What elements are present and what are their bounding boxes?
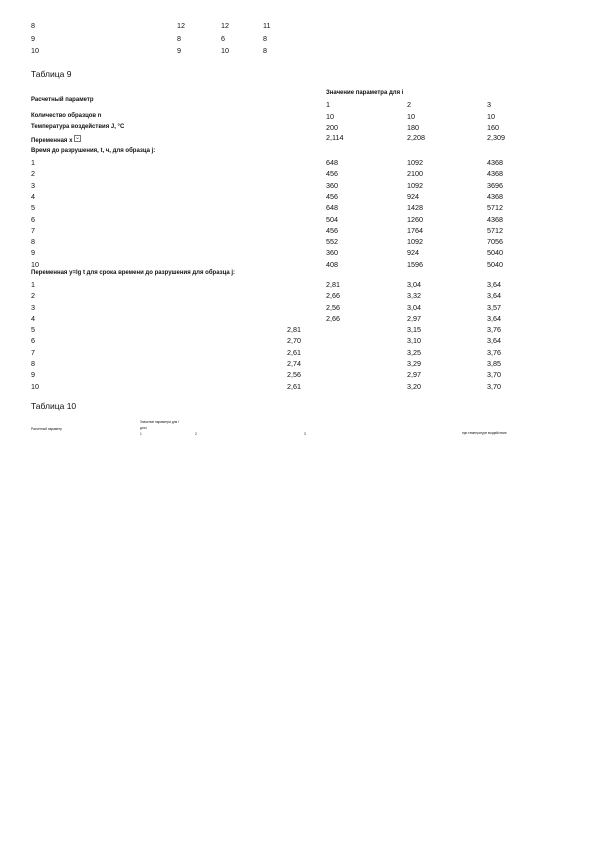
table9-sec2b-row-5-index: 5 — [31, 325, 35, 334]
table9-sec1-row-4-v1: 456 — [326, 191, 338, 201]
table9-sec1-row-7-v3: 5712 — [487, 225, 503, 235]
table10-values-header: Значение параметра для i — [140, 420, 179, 424]
table9-sec1-row-1-v3: 4368 — [487, 158, 503, 167]
top-row-3-value-3: 8 — [263, 46, 267, 55]
table9-sec1-row-5-v1: 648 — [326, 203, 338, 213]
table9-sec2b-row-10-index: 10 — [31, 381, 39, 391]
table9-row-count-v1: 10 — [326, 112, 334, 121]
top-row-1-value-2: 12 — [221, 21, 229, 30]
table9-row-temp-v3: 160 — [487, 123, 499, 132]
table9-sec2b-row-6-v1: 2,70 — [287, 336, 301, 346]
table9-sec2-row-1-v2: 3,04 — [407, 280, 421, 289]
table10-col-1: 1 — [140, 432, 142, 436]
table9-sec2b-row-6-index: 6 — [31, 336, 35, 346]
top-row-2-index: 9 — [31, 34, 35, 43]
table9-col-1: 1 — [326, 100, 330, 109]
table9-sec2b-row-9-v1: 2,56 — [287, 370, 301, 380]
table9-row-count-v3: 10 — [487, 112, 495, 121]
table9-sec1-row-5-v2: 1428 — [407, 203, 423, 213]
table9-sec2b-row-10-v1: 2,61 — [287, 381, 301, 391]
table9-sec2b-row-7-v2: 3,25 — [407, 347, 421, 357]
table9-sec2-row-2-index: 2 — [31, 291, 35, 301]
table9-sec1-row-3-index: 3 — [31, 180, 35, 190]
top-row-2-value-2: 6 — [221, 34, 225, 43]
table9-sec1-row-10-v2: 1596 — [407, 259, 423, 269]
table9-sec1-row-1-v2: 1092 — [407, 158, 423, 167]
table9-sec1-row-8-v1: 552 — [326, 237, 338, 247]
table10-right-note: при температуре воздействия — [462, 431, 507, 435]
table9-section1-title: Время до разрушения, t, ч, для образца j: — [31, 148, 156, 154]
top-row-3-index: 10 — [31, 46, 39, 55]
table9-sec2-row-4-v2: 2,97 — [407, 313, 421, 323]
table9-row-x-v2: 2,208 — [407, 133, 425, 142]
table9-sec2-row-2-v3: 3,64 — [487, 291, 501, 301]
table9-sec2b-row-5-v3: 3,76 — [487, 325, 501, 334]
table9-sec1-row-7-index: 7 — [31, 225, 35, 235]
table9-sec2-row-2-v2: 3,32 — [407, 291, 421, 301]
table9-sec2b-row-10-v2: 3,20 — [407, 381, 421, 391]
table9-sec1-row-6-v3: 4368 — [487, 214, 503, 224]
table9-sec2-row-2-v1: 2,66 — [326, 291, 340, 301]
table10-param-header: Расчетный параметр — [31, 427, 62, 431]
table9-sec2b-row-9-v3: 3,70 — [487, 370, 501, 380]
table9-sec1-row-6-v1: 504 — [326, 214, 338, 224]
table9-sec2-row-1-v1: 2,81 — [326, 280, 340, 289]
table9-row-count-v2: 10 — [407, 112, 415, 121]
table9-sec2b-row-9-index: 9 — [31, 370, 35, 380]
top-row-3-value-2: 10 — [221, 46, 229, 55]
table9-param-header: Расчетный параметр — [31, 97, 94, 103]
table9-sec1-row-5-v3: 5712 — [487, 203, 503, 213]
table9-sec1-row-4-index: 4 — [31, 191, 35, 201]
top-row-3-value-1: 9 — [177, 46, 181, 55]
table9-sec1-row-3-v2: 1092 — [407, 180, 423, 190]
table9-sec2-row-4-v3: 3,64 — [487, 313, 501, 323]
table9-sec1-row-8-v2: 1092 — [407, 237, 423, 247]
table9-sec1-row-4-v3: 4368 — [487, 191, 503, 201]
table9-sec2-row-1-index: 1 — [31, 280, 35, 289]
table9-sec1-row-8-v3: 7056 — [487, 237, 503, 247]
table9-sec2b-row-6-v2: 3,10 — [407, 336, 421, 346]
table9-sec1-row-2-v2: 2100 — [407, 169, 423, 179]
table9-sec1-row-10-v3: 5040 — [487, 259, 503, 269]
table9-sec2b-row-7-index: 7 — [31, 347, 35, 357]
table9-row-x-label: Переменная x — [31, 138, 73, 144]
table9-sec2-row-3-v3: 3,57 — [487, 302, 501, 312]
table9-values-header: Значение параметра для i — [326, 90, 404, 96]
top-row-1-value-3: 11 — [263, 21, 271, 30]
table9-sec2b-row-10-v3: 3,70 — [487, 381, 501, 391]
table9-row-x-v1: 2,114 — [326, 133, 344, 142]
table9-sec1-row-9-v2: 924 — [407, 248, 419, 258]
table9-sec1-row-2-index: 2 — [31, 169, 35, 179]
table9-sec2-row-1-v3: 3,64 — [487, 280, 501, 289]
table10-values-sub: для i — [140, 426, 148, 430]
table9-sec2b-row-7-v3: 3,76 — [487, 347, 501, 357]
table9-sec2-row-3-v2: 3,04 — [407, 302, 421, 312]
table10-caption: Таблица 10 — [31, 401, 77, 411]
table9-sec2-row-4-index: 4 — [31, 313, 35, 323]
table9-row-temp-v1: 200 — [326, 123, 338, 132]
table9-sec1-row-9-v1: 360 — [326, 248, 338, 258]
table9-sec2b-row-7-v1: 2,61 — [287, 347, 301, 357]
table9-sec2-row-3-index: 3 — [31, 302, 35, 312]
table9-sec1-row-6-v2: 1260 — [407, 214, 423, 224]
table9-sec1-row-3-v3: 3696 — [487, 180, 503, 190]
table9-row-temp-v2: 180 — [407, 123, 419, 132]
table9-sec1-row-9-index: 9 — [31, 248, 35, 258]
table9-sec1-row-3-v1: 360 — [326, 180, 338, 190]
table9-sec1-row-5-index: 5 — [31, 203, 35, 213]
table9-sec1-row-2-v3: 4368 — [487, 169, 503, 179]
table9-row-count-label: Количество образцов n — [31, 113, 102, 119]
table9-sec2b-row-8-v1: 2,74 — [287, 358, 301, 368]
table9-sec1-row-9-v3: 5040 — [487, 248, 503, 258]
table9-sec2-row-4-v1: 2,66 — [326, 313, 340, 323]
table9-sec1-row-4-v2: 924 — [407, 191, 419, 201]
table9-sec2b-row-5-v2: 3,15 — [407, 325, 421, 334]
table9-section2-title: Переменная y=lg t для срока времени до разрушения для образца j: — [31, 270, 236, 276]
table9-sec2b-row-8-index: 8 — [31, 358, 35, 368]
table9-sec2b-row-8-v3: 3,85 — [487, 358, 501, 368]
table9-sec1-row-7-v2: 1764 — [407, 225, 423, 235]
top-row-2-value-3: 8 — [263, 34, 267, 43]
table9-row-x-v3: 2,309 — [487, 133, 505, 142]
table9-col-2: 2 — [407, 100, 411, 109]
table10-col-2: 2 — [195, 432, 197, 436]
table9-sec2b-row-6-v3: 3,64 — [487, 336, 501, 346]
table9-sec1-row-2-v1: 456 — [326, 169, 338, 179]
table9-caption: Таблица 9 — [31, 69, 72, 79]
table9-sec2b-row-8-v2: 3,29 — [407, 358, 421, 368]
table9-sec2-row-3-v1: 2,56 — [326, 302, 340, 312]
table10-col-3: 3 — [304, 432, 306, 436]
table9-sec2b-row-5-v1: 2,81 — [287, 325, 301, 334]
chevron-down-icon[interactable]: ⌄ — [75, 135, 81, 141]
top-row-1-index: 8 — [31, 21, 35, 30]
table9-sec1-row-6-index: 6 — [31, 214, 35, 224]
top-row-2-value-1: 8 — [177, 34, 181, 43]
table9-col-3: 3 — [487, 100, 491, 109]
table9-row-temp-label: Температура воздействия J, °C — [31, 124, 125, 130]
table9-sec2b-row-9-v2: 2,97 — [407, 370, 421, 380]
table9-sec1-row-1-v1: 648 — [326, 158, 338, 167]
top-row-1-value-1: 12 — [177, 21, 185, 30]
table9-sec1-row-10-v1: 408 — [326, 259, 338, 269]
table9-sec1-row-1-index: 1 — [31, 158, 35, 167]
table9-sec1-row-7-v1: 456 — [326, 225, 338, 235]
table9-sec1-row-10-index: 10 — [31, 259, 39, 269]
table9-sec1-row-8-index: 8 — [31, 237, 35, 247]
